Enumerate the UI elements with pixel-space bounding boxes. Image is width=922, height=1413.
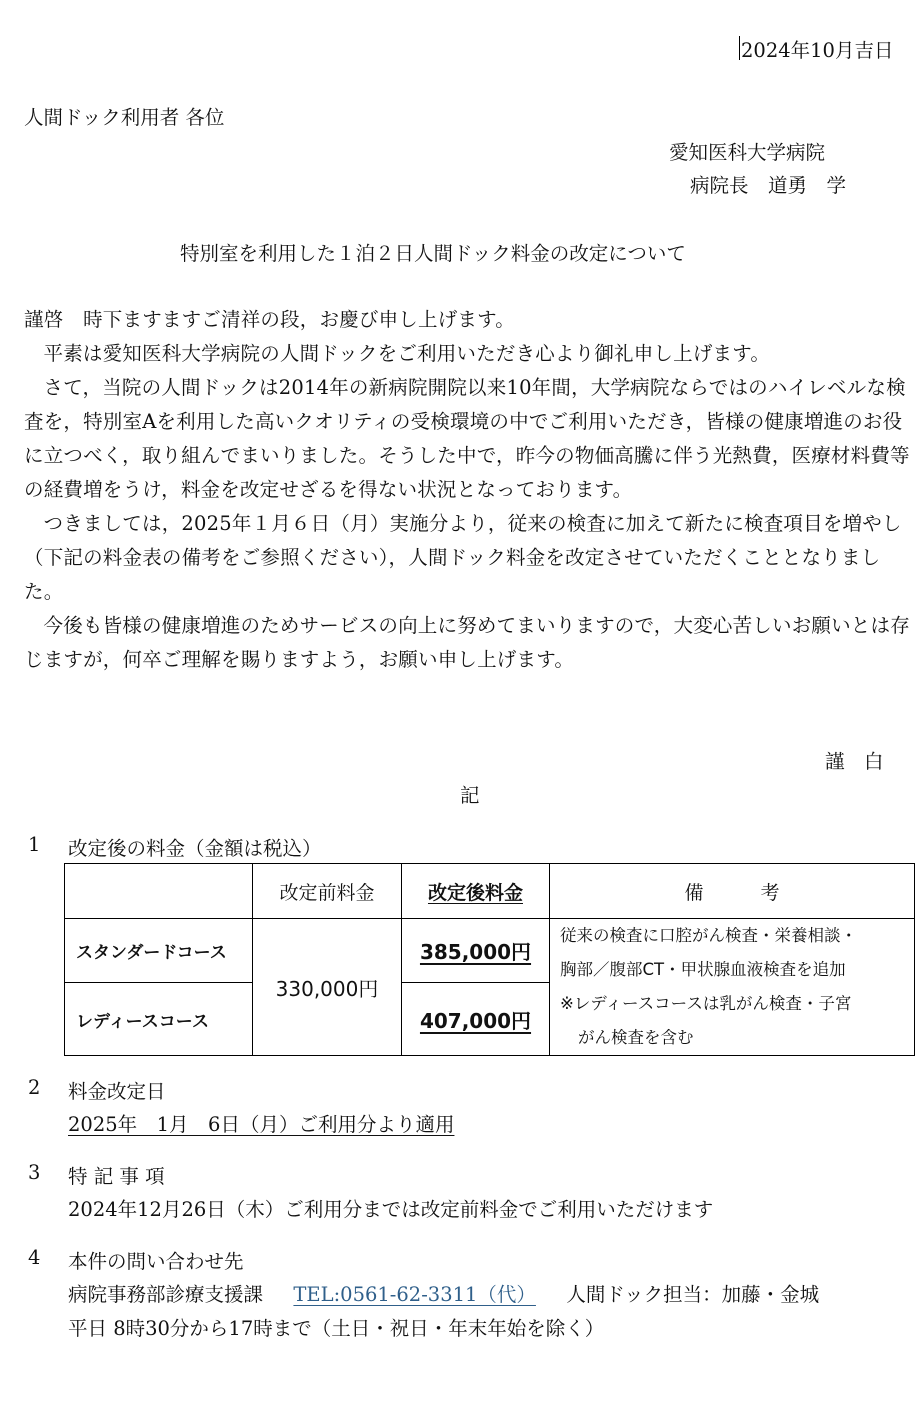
sender-organization: 愛知医科大学病院 (669, 141, 826, 164)
note-line: 胸部／腹部CT・甲状腺血液検査を追加 (560, 960, 846, 979)
body-paragraph-background: さて，当院の人間ドックは2014年の新病院開院以来10年間，大学病院ならではのハイレベルな検査を，特別室Aを利用した高いクオリティの受検環境の中でご利用いただき，皆様の健康増進のお役に立つべく，取り組んでまいりました。そうした中で，昨今の物価高騰に伴う光熱費，医療材料費等の経費増をうけ，料金を改定せざるを得ない状況となっております。 (24, 376, 910, 501)
fee-table-header-row (65, 864, 915, 919)
header-new-price-label: 改定後料金 (427, 881, 523, 904)
note-line: がん検査を含む (578, 1028, 694, 1047)
body-paragraph-request: 今後も皆様の健康増進のためサービスの向上に努めてまいりますので，大変心苦しいお願いとは存じますが，何卒ご理解を賜りますよう，お願い申し上げます。 (24, 614, 910, 671)
section-1-number: 1 (28, 833, 41, 856)
course-name: レディースコース (65, 983, 253, 1056)
new-price-value: 407,000円 (419, 1008, 532, 1033)
course-name: スタンダードコース (65, 919, 253, 983)
contact-line (68, 1279, 819, 1307)
effective-date: 2025年 1月 6日（月）ご利用分より適用 (68, 1113, 455, 1136)
new-price (402, 983, 550, 1056)
section-3-number: 3 (28, 1161, 41, 1184)
special-note: 2024年12月26日（木）ご利用分までは改定前料金でご利用いただけます (68, 1198, 714, 1221)
section-4-number: 4 (28, 1246, 41, 1269)
note-line: ※レディースコースは乳がん検査・子宮 (560, 994, 852, 1013)
text-cursor (739, 36, 740, 60)
body-paragraph-revision: つきましては，2025年１月６日（月）実施分より，従来の検査に加えて新たに検査項目を増やし（下記の料金表の備考をご参照ください），人間ドック料金を改定させていただくこととなりました。 (24, 512, 902, 603)
phone-link[interactable]: TEL:0561-62-3311（代） (293, 1283, 536, 1306)
body-paragraph-thanks: 平素は愛知医科大学病院の人間ドックをご利用いただき心より御礼申し上げます。 (43, 342, 771, 365)
section-2-number: 2 (28, 1076, 41, 1099)
old-price: 330,000円 (253, 919, 402, 1056)
table-row (65, 919, 915, 983)
section-4-heading: 本件の問い合わせ先 (68, 1250, 244, 1273)
note-line: 従来の検査に口腔がん検査・栄養相談・ (560, 926, 857, 945)
notes-cell (550, 919, 915, 1056)
header-blank (65, 864, 253, 919)
new-price (402, 919, 550, 983)
new-price-value: 385,000円 (419, 940, 532, 965)
body-paragraph-greeting: 謹啓 時下ますますご清祥の段，お慶び申し上げます。 (24, 308, 515, 331)
header-new-price (402, 864, 550, 919)
letter-body (24, 303, 916, 677)
sender-title-name: 病院長 道勇 学 (690, 174, 847, 197)
section-1-heading: 改定後の料金（金額は税込） (68, 837, 322, 860)
contact-department: 病院事務部診療支援課 (68, 1283, 264, 1306)
contact-persons: 人間ドック担当：加藤・金城 (566, 1283, 820, 1306)
closing-phrase: 謹 白 (825, 750, 884, 773)
contact-hours: 平日 8時30分から17時まで（土日・祝日・年末年始を除く） (68, 1317, 605, 1340)
section-3-heading: 特 記 事 項 (68, 1165, 165, 1188)
document-title: 特別室を利用した１泊２日人間ドック料金の改定について (180, 242, 686, 265)
issue-date: 2024年10月吉日 (741, 39, 894, 62)
fee-table (64, 863, 915, 1056)
section-2-heading: 料金改定日 (68, 1080, 166, 1103)
header-notes: 備 考 (550, 864, 915, 919)
addressee: 人間ドック利用者 各位 (24, 106, 225, 129)
ki-marker: 記 (460, 784, 480, 807)
header-old-price: 改定前料金 (253, 864, 402, 919)
